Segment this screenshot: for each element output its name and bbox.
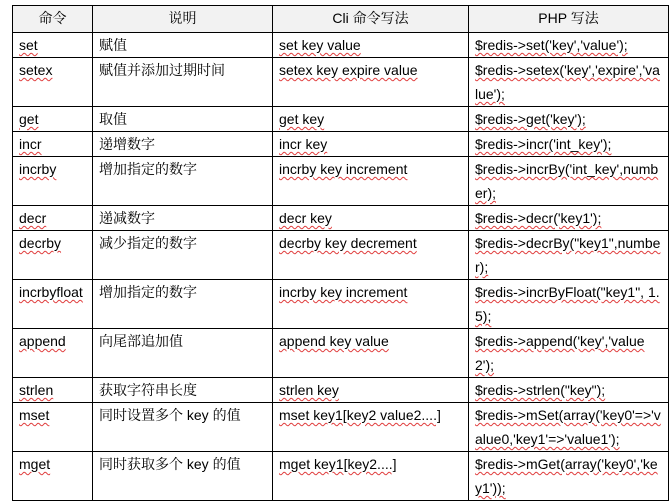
table-row xyxy=(13,33,669,58)
php-cell xyxy=(469,157,669,206)
php-cell xyxy=(469,107,669,132)
cli-cell xyxy=(273,157,469,206)
command-text: setex xyxy=(19,62,53,78)
cli-cell xyxy=(273,329,469,378)
php-text: $redis->incrByFloat("key1", 1.5); xyxy=(475,284,660,324)
cli-text: mget key1[key2....] xyxy=(279,456,397,472)
redis-command-table xyxy=(12,5,669,501)
cli-text: mset key1[key2 value2....] xyxy=(279,407,441,423)
php-cell xyxy=(469,329,669,378)
description-cell: 赋值并添加过期时间 xyxy=(93,58,273,107)
cli-cell xyxy=(273,107,469,132)
description-cell: 递减数字 xyxy=(93,206,273,231)
command-text: incrby xyxy=(19,161,57,177)
table-row xyxy=(13,157,669,206)
php-cell xyxy=(469,231,669,280)
cli-cell xyxy=(273,403,469,452)
cli-text: append key value xyxy=(279,333,389,349)
command-text: get xyxy=(19,111,39,127)
command-text: mset xyxy=(19,407,50,423)
php-text: $redis->get('key'); xyxy=(475,111,586,127)
command-cell xyxy=(13,403,93,452)
php-cell xyxy=(469,403,669,452)
cli-cell xyxy=(273,33,469,58)
description-cell: 获取字符串长度 xyxy=(93,378,273,403)
cli-text: decr key xyxy=(279,210,332,226)
command-cell xyxy=(13,206,93,231)
command-text: incr xyxy=(19,136,42,152)
cli-text: set key value xyxy=(279,37,361,53)
php-text: $redis->mSet(array('key0'=>'value0,'key1'=>'value1'); xyxy=(475,407,661,447)
php-text: $redis->decr('key1'); xyxy=(475,210,602,226)
table-row xyxy=(13,132,669,157)
php-text: $redis->incrBy('int_key',number); xyxy=(475,161,659,201)
command-text: decrby xyxy=(19,235,62,251)
php-cell xyxy=(469,280,669,329)
description-cell: 向尾部追加值 xyxy=(93,329,273,378)
command-cell xyxy=(13,231,93,280)
header-php: PHP 写法 xyxy=(469,6,669,33)
cli-text: get key xyxy=(279,111,325,127)
cli-text: incrby key increment xyxy=(279,161,408,177)
command-text: append xyxy=(19,333,66,349)
table-row xyxy=(13,58,669,107)
command-cell xyxy=(13,132,93,157)
table-row xyxy=(13,452,669,501)
cli-cell xyxy=(273,280,469,329)
header-command: 命令 xyxy=(13,6,93,33)
table-row xyxy=(13,231,669,280)
cli-cell xyxy=(273,132,469,157)
cli-text: incrby key increment xyxy=(279,284,408,300)
cli-text: incr key xyxy=(279,136,328,152)
command-text: incrbyfloat xyxy=(19,284,83,300)
php-text: $redis->strlen("key"); xyxy=(475,382,606,398)
header-description: 说明 xyxy=(93,6,273,33)
header-cli: Cli 命令写法 xyxy=(273,6,469,33)
php-text: $redis->decrBy("key1",number); xyxy=(475,235,661,275)
cli-cell xyxy=(273,206,469,231)
table-row xyxy=(13,206,669,231)
command-cell xyxy=(13,33,93,58)
table-row xyxy=(13,107,669,132)
table-row xyxy=(13,403,669,452)
cli-cell xyxy=(273,452,469,501)
command-cell xyxy=(13,329,93,378)
description-cell: 同时获取多个 key 的值 xyxy=(93,452,273,501)
header-row xyxy=(13,6,669,33)
cli-cell xyxy=(273,378,469,403)
description-cell: 赋值 xyxy=(93,33,273,58)
command-text: set xyxy=(19,37,38,53)
command-cell xyxy=(13,107,93,132)
command-cell xyxy=(13,378,93,403)
php-cell xyxy=(469,452,669,501)
cli-text: decrby key decrement xyxy=(279,235,417,251)
command-cell xyxy=(13,58,93,107)
php-text: $redis->set('key','value'); xyxy=(475,37,628,53)
cli-text: setex key expire value xyxy=(279,62,418,78)
description-cell: 增加指定的数字 xyxy=(93,280,273,329)
php-text: $redis->append('key','value2'); xyxy=(475,333,645,373)
command-cell xyxy=(13,157,93,206)
php-cell xyxy=(469,58,669,107)
cli-cell xyxy=(273,231,469,280)
description-cell: 增加指定的数字 xyxy=(93,157,273,206)
table-row xyxy=(13,280,669,329)
cli-text: strlen key xyxy=(279,382,339,398)
table-row xyxy=(13,329,669,378)
command-text: decr xyxy=(19,210,47,226)
php-cell xyxy=(469,378,669,403)
php-cell xyxy=(469,206,669,231)
command-text: strlen xyxy=(19,382,54,398)
command-text: mget xyxy=(19,456,51,472)
description-cell: 同时设置多个 key 的值 xyxy=(93,403,273,452)
command-cell xyxy=(13,280,93,329)
php-text: $redis->incr('int_key'); xyxy=(475,136,612,152)
php-text: $redis->mGet(array('key0','key1')); xyxy=(475,456,658,496)
cli-cell xyxy=(273,58,469,107)
php-cell xyxy=(469,33,669,58)
table-row xyxy=(13,378,669,403)
description-cell: 递增数字 xyxy=(93,132,273,157)
description-cell: 减少指定的数字 xyxy=(93,231,273,280)
php-text: $redis->setex('key','expire','value'); xyxy=(475,62,660,102)
description-cell: 取值 xyxy=(93,107,273,132)
command-cell xyxy=(13,452,93,501)
php-cell xyxy=(469,132,669,157)
